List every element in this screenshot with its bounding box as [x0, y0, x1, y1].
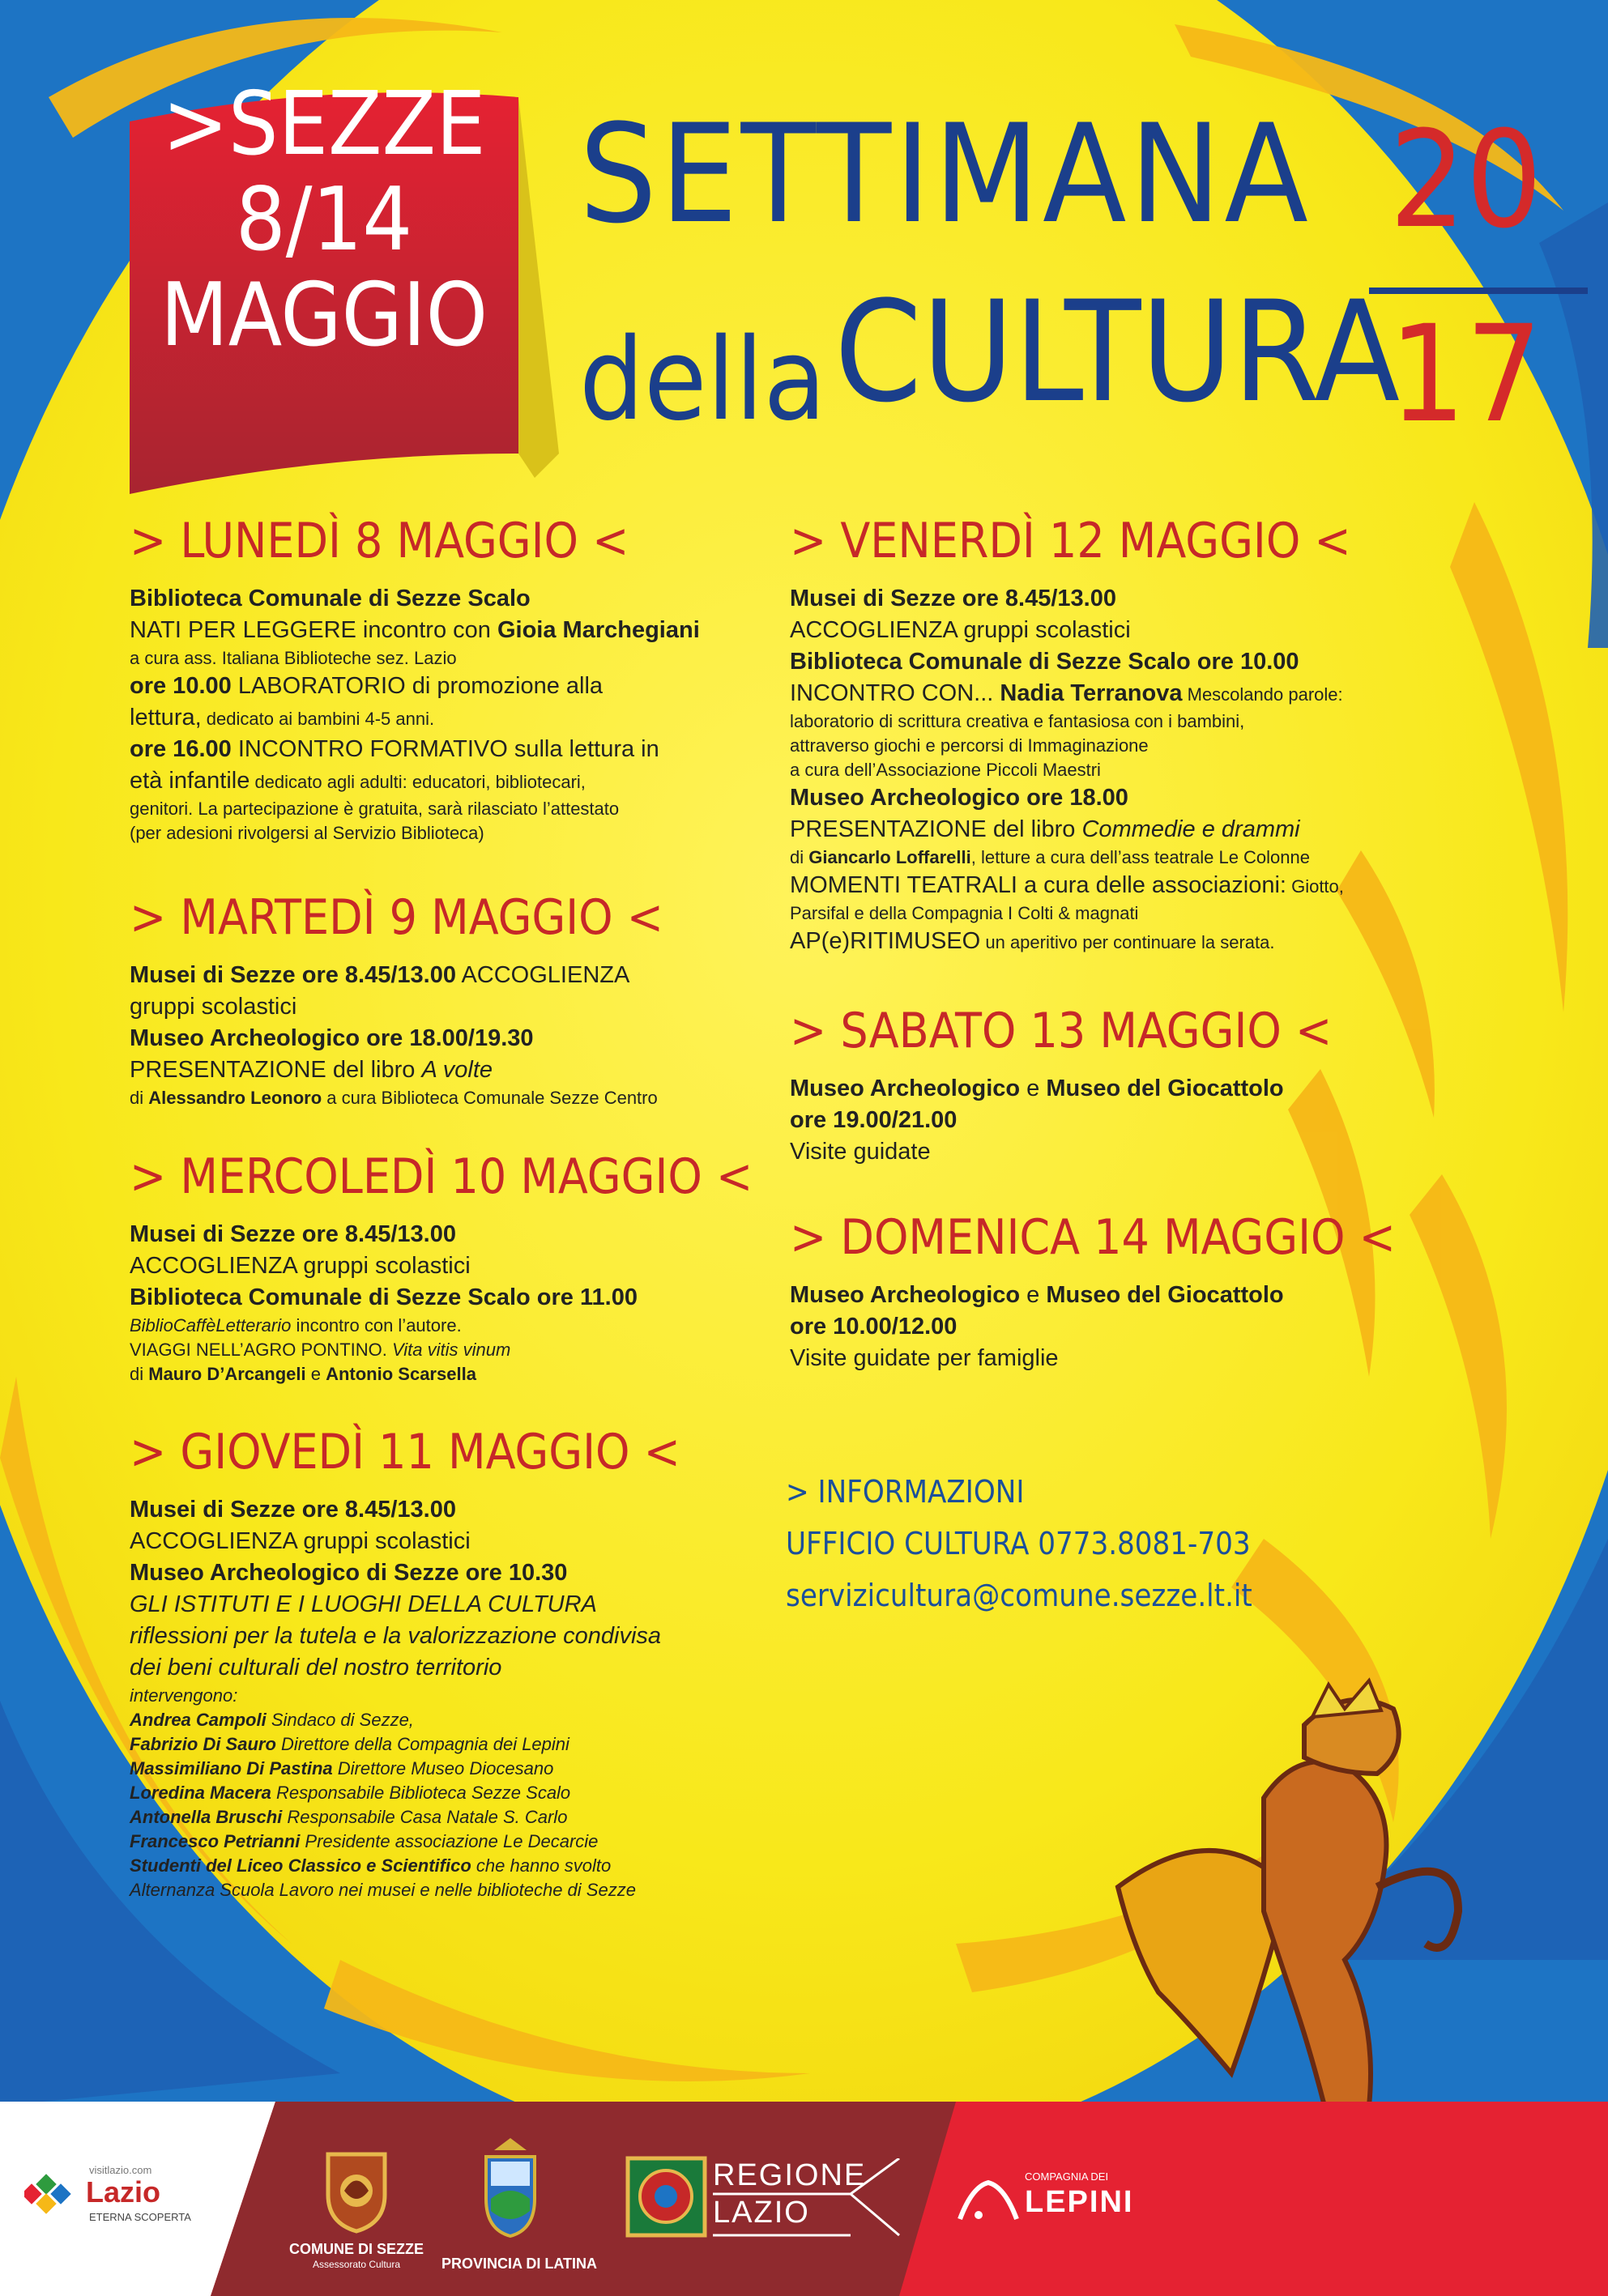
day-sunday — [790, 1207, 1396, 1374]
event-note: a cura ass. Italiana Biblioteche sez. Lazio — [130, 648, 457, 668]
event-note: di — [130, 1364, 149, 1384]
lazio-tagline: ETERNA SCOPERTA — [89, 2211, 191, 2223]
event-title: GLI ISTITUTI E I LUOGHI DELLA CULTURA — [130, 1591, 597, 1617]
event-text: età infantile — [130, 768, 250, 794]
event-time: ore 19.00/21.00 — [790, 1107, 958, 1133]
provincia-label: PROVINCIA DI LATINA — [441, 2256, 597, 2272]
info-email[interactable]: servizicultura@comune.sezze.lt.it — [786, 1578, 1252, 1613]
speaker-name: Studenti del Liceo Classico e Scientifico — [130, 1855, 471, 1876]
day-tuesday — [130, 887, 663, 1110]
speaker-role: Direttore della Compagnia dei Lepini — [275, 1734, 569, 1754]
info-block — [786, 1466, 1252, 1621]
event-note: di — [130, 1088, 149, 1108]
venue: Museo Archeologico — [790, 1076, 1021, 1101]
book-title: Vita vitis vinum — [391, 1340, 511, 1360]
event-note: Alternanza Scuola Lavoro nei musei e nelle biblioteche di Sezze — [130, 1880, 636, 1900]
event-note: dedicato agli adulti: educatori, bibliotecari, — [250, 772, 586, 792]
day-monday — [130, 510, 700, 846]
event-text: e — [1020, 1282, 1047, 1308]
event-text: NATI PER LEGGERE incontro con — [130, 617, 497, 643]
guest-name: Nadia Terranova — [1000, 680, 1183, 706]
venue: Musei di Sezze ore 8.45/13.00 — [790, 586, 1116, 611]
event-time: ore 16.00 — [130, 736, 232, 762]
speakers-list — [130, 1708, 680, 1878]
event-note: laboratorio di scrittura creativa e fantasiosa con i bambini, — [790, 711, 1245, 731]
venue: Museo Archeologico di Sezze ore 10.30 — [130, 1560, 568, 1586]
dates-ribbon — [122, 74, 527, 366]
event-text: MOMENTI TEATRALI a cura delle associazioni: — [790, 872, 1286, 898]
lepini-mountain-icon — [956, 2170, 1021, 2227]
regione-crest-icon — [624, 2154, 709, 2239]
lazio-site: visitlazio.com — [89, 2164, 152, 2176]
event-title: dei beni culturali del nostro territorio — [130, 1655, 502, 1680]
event-text: PRESENTAZIONE del libro — [790, 816, 1082, 842]
venue: Musei di Sezze ore 8.45/13.00 — [130, 1221, 456, 1247]
event-text: ACCOGLIENZA gruppi scolastici — [790, 617, 1131, 643]
regione-lazio-logo[interactable] — [713, 2158, 923, 2247]
author-name: Antonio Scarsella — [326, 1364, 476, 1384]
speaker-role: che hanno svolto — [471, 1855, 612, 1876]
venue: Biblioteca Comunale di Sezze Scalo ore 10.00 — [790, 649, 1299, 675]
day-friday — [790, 510, 1351, 957]
venue: Museo del Giocattolo — [1046, 1076, 1284, 1101]
speaker-role: Responsabile Biblioteca Sezze Scalo — [271, 1783, 571, 1803]
event-note: attraverso giochi e percorsi di Immaginazione — [790, 735, 1149, 756]
info-title: > INFORMAZIONI — [786, 1474, 1025, 1510]
day-heading: > MARTEDÌ 9 MAGGIO < — [130, 889, 664, 946]
speaker-name: Fabrizio Di Sauro — [130, 1734, 276, 1754]
event-note: dedicato ai bambini 4-5 anni. — [201, 709, 435, 729]
speaker-role: Direttore Museo Diocesano — [332, 1758, 554, 1778]
venue: Musei di Sezze ore 8.45/13.00 — [130, 962, 456, 988]
venue: Museo Archeologico — [790, 1282, 1021, 1308]
speaker-row — [130, 1708, 680, 1732]
regione-frame-icon — [713, 2158, 923, 2247]
book-title: Commedie e drammi — [1081, 816, 1300, 842]
event-text: Visite guidate — [790, 1139, 931, 1165]
event-note: Mescolando parole: — [1182, 684, 1343, 705]
event-note: intervengono: — [130, 1685, 238, 1706]
lepini-line2: LEPINI — [1025, 2185, 1134, 2219]
speaker-name: Massimiliano Di Pastina — [130, 1758, 333, 1778]
event-text: ACCOGLIENZA — [455, 962, 630, 988]
day-heading: > GIOVEDÌ 11 MAGGIO < — [130, 1424, 680, 1480]
comune-crest-icon — [320, 2146, 393, 2235]
event-note: a cura Biblioteca Comunale Sezze Centro — [322, 1088, 658, 1108]
title-cultura: CULTURA — [834, 270, 1400, 433]
ribbon-month: MAGGIO — [160, 265, 488, 366]
day-thursday — [130, 1421, 680, 1902]
venue: Musei di Sezze ore 8.45/13.00 — [130, 1497, 456, 1523]
event-text: ACCOGLIENZA gruppi scolastici — [130, 1528, 471, 1554]
event-text: Visite guidate per famiglie — [790, 1345, 1059, 1371]
event-note: un aperitivo per continuare la serata. — [980, 932, 1275, 952]
day-saturday — [790, 1000, 1332, 1168]
speaker-row — [130, 1830, 680, 1854]
title-settimana: SETTIMANA — [579, 95, 1312, 253]
event-text: LABORATORIO di promozione alla — [231, 673, 604, 699]
day-heading: > DOMENICA 14 MAGGIO < — [790, 1209, 1396, 1266]
author-name: Alessandro Leonoro — [148, 1088, 322, 1108]
comune-sublabel: Assessorato Cultura — [312, 2259, 401, 2270]
lazio-name: Lazio — [86, 2175, 161, 2209]
day-heading: > VENERDÌ 12 MAGGIO < — [790, 513, 1351, 569]
event-note: Giotto, — [1286, 876, 1344, 897]
speaker-name: Andrea Campoli — [130, 1710, 267, 1730]
lepini-line1: COMPAGNIA DEI — [1025, 2170, 1109, 2183]
day-heading: > SABATO 13 MAGGIO < — [790, 1003, 1333, 1059]
ribbon-dates: 8/14 — [235, 169, 413, 270]
title-della: della — [579, 314, 826, 446]
author-name: Giancarlo Loffarelli — [808, 847, 971, 867]
day-wednesday — [130, 1146, 753, 1387]
lepini-logo[interactable] — [956, 2162, 1150, 2243]
speaker-row — [130, 1757, 680, 1781]
provincia-crest-icon — [478, 2134, 543, 2239]
venue: Biblioteca Comunale di Sezze Scalo — [130, 586, 531, 611]
comune-label: COMUNE DI SEZZE — [288, 2241, 424, 2257]
speaker-role: Presidente associazione Le Decarcie — [300, 1831, 599, 1851]
book-title: A volte — [421, 1057, 493, 1083]
venue: Museo del Giocattolo — [1046, 1282, 1284, 1308]
event-title: riflessioni per la tutela e la valorizzazione condivisa — [130, 1623, 662, 1649]
event-text: gruppi scolastici — [130, 994, 297, 1020]
guest-name: Gioia Marchegiani — [497, 617, 700, 643]
venue: Biblioteca Comunale di Sezze Scalo ore 11.00 — [130, 1284, 638, 1310]
speaker-name: Francesco Petrianni — [130, 1831, 301, 1851]
day-heading: > LUNEDÌ 8 MAGGIO < — [130, 513, 629, 569]
event-note: e — [305, 1364, 326, 1384]
speaker-name: Loredina Macera — [130, 1783, 271, 1803]
speaker-row — [130, 1781, 680, 1805]
speaker-role: Sindaco di Sezze, — [266, 1710, 414, 1730]
year-top: 20 — [1389, 102, 1542, 258]
event-note: Parsifal e della Compagnia I Colti & magnati — [790, 903, 1139, 923]
event-note: incontro con l’autore. — [291, 1315, 462, 1335]
event-text: AP(e)RITIMUSEO — [790, 928, 981, 954]
event-time: ore 10.00 — [130, 673, 232, 699]
lazio-mosaic-icon — [24, 2170, 73, 2219]
event-text: PRESENTAZIONE del libro — [130, 1057, 422, 1083]
speaker-role: Responsabile Casa Natale S. Carlo — [282, 1807, 568, 1827]
info-office-phone: UFFICIO CULTURA 0773.8081-703 — [786, 1526, 1251, 1561]
year-bottom: 17 — [1389, 296, 1542, 452]
venue: Museo Archeologico ore 18.00 — [790, 785, 1128, 811]
event-title: BiblioCaffèLetterario — [130, 1315, 292, 1335]
speaker-row — [130, 1805, 680, 1830]
regione-line1: REGIONE — [713, 2158, 867, 2192]
event-text: e — [1020, 1076, 1047, 1101]
event-note: (per adesioni rivolgersi al Servizio Biblioteca) — [130, 823, 484, 843]
day-heading: > MERCOLEDÌ 10 MAGGIO < — [130, 1148, 753, 1205]
event-text: lettura, — [130, 705, 202, 731]
speaker-row — [130, 1854, 680, 1878]
regione-line2: LAZIO — [713, 2196, 810, 2230]
visit-lazio-logo[interactable] — [24, 2154, 203, 2235]
event-note: genitori. La partecipazione è gratuita, sarà rilasciato l’attestato — [130, 799, 620, 819]
venue: Museo Archeologico ore 18.00/19.30 — [130, 1025, 534, 1051]
event-note: VIAGGI NELL’AGRO PONTINO. — [130, 1340, 392, 1360]
event-text: INCONTRO FORMATIVO sulla lettura in — [231, 736, 659, 762]
event-text: INCONTRO CON... — [790, 680, 1000, 706]
event-note: di — [790, 847, 809, 867]
ribbon-town: >SEZZE — [162, 74, 486, 175]
speaker-name: Antonella Bruschi — [130, 1807, 283, 1827]
footer-logos — [0, 2102, 1608, 2296]
event-note: a cura dell’Associazione Piccoli Maestri — [790, 760, 1101, 780]
author-name: Mauro D’Arcangeli — [148, 1364, 306, 1384]
speaker-row — [130, 1732, 680, 1757]
event-text: ACCOGLIENZA gruppi scolastici — [130, 1253, 471, 1279]
event-note: , letture a cura dell’ass teatrale Le Colonne — [970, 847, 1310, 867]
event-time: ore 10.00/12.00 — [790, 1314, 958, 1340]
